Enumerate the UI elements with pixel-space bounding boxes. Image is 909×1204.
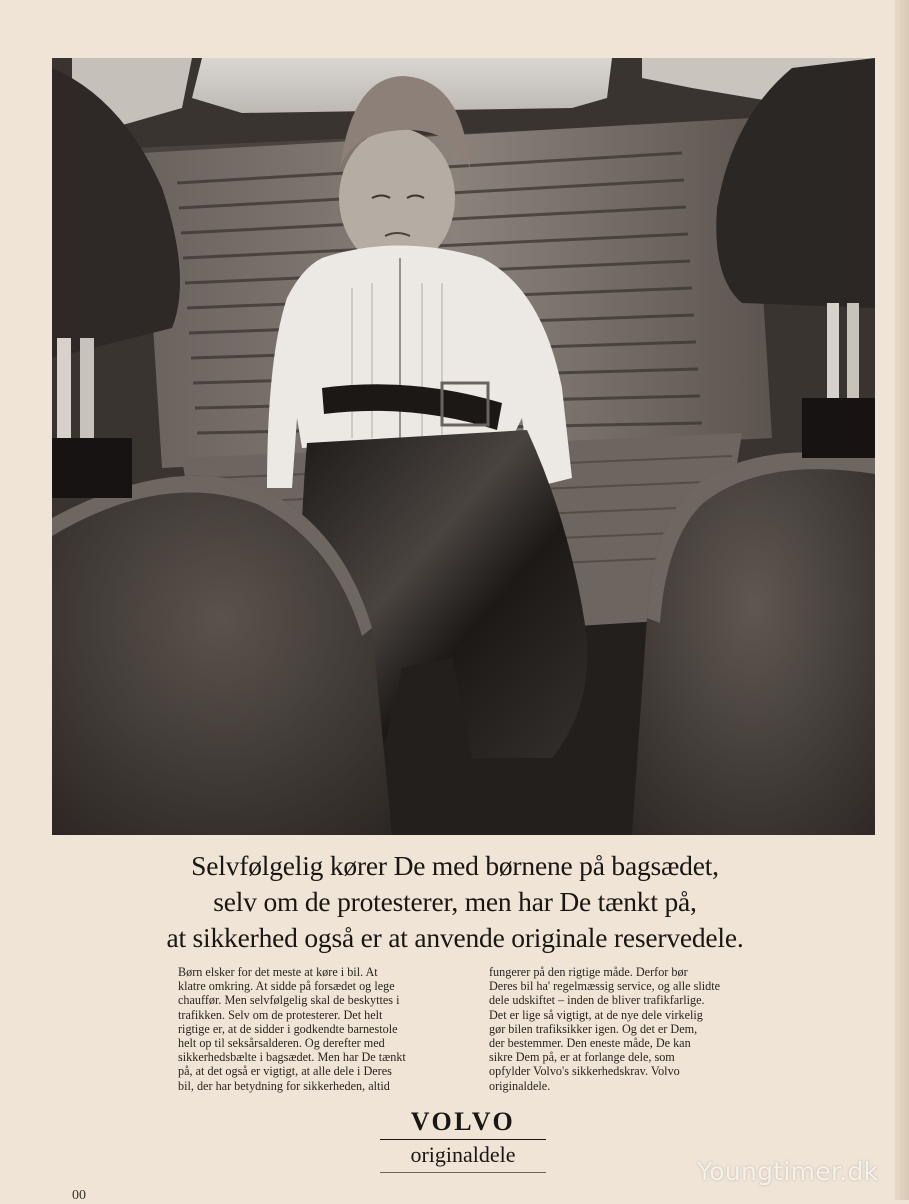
body-line: dele udskiftet – inden de bliver trafikfarlige. (489, 993, 705, 1008)
body-line: originaldele. (489, 1078, 551, 1093)
volvo-logo (380, 1108, 546, 1173)
body-line: gør bilen trafiksikker igen. Og det er Dem, (489, 1021, 698, 1036)
body-column-1 (178, 965, 463, 1093)
body-line: sikkerhedsbælte i bagsædet. Men har De tænkt (178, 1050, 406, 1065)
body-line: på, at det også er vigtigt, at alle dele i Deres (178, 1064, 392, 1079)
body-line: chauffør. Men selvfølgelig skal de beskyttes i (178, 993, 400, 1008)
body-line: fungerer på den rigtige måde. Derfor bør (489, 965, 688, 979)
car-interior-illustration (52, 58, 875, 835)
logo-subtitle: originaldele (380, 1140, 546, 1173)
body-line: der bestemmer. Den eneste måde, De kan (489, 1036, 691, 1051)
body-line: Deres bil ha' regelmæssig service, og alle slidte (489, 979, 720, 994)
body-line: rigtige er, at de sidder i godkendte barnestole (178, 1021, 398, 1036)
headline-line-1: Selvfølgelig kører De med børnene på bagsædet, (191, 850, 719, 881)
body-line: trafikken. Selv om de protesterer. Det helt (178, 1007, 383, 1022)
body-line: sikre Dem på, er at forlange dele, som (489, 1050, 675, 1065)
page-number: 00 (72, 1188, 86, 1203)
body-line: Det er lige så vigtigt, at de nye dele virkelig (489, 1007, 703, 1022)
body-column-2 (489, 965, 774, 1093)
headline (40, 848, 870, 956)
body-line: Børn elsker for det meste at køre i bil. At (178, 965, 378, 979)
headline-line-3: at sikkerhed også er at anvende originale reservedele. (166, 922, 744, 953)
child-in-car-photo (52, 58, 875, 835)
body-line: klatre omkring. At sidde på forsædet og lege (178, 979, 395, 994)
page-edge (895, 0, 909, 1200)
body-line: helt op til seksårsalderen. Og derefter med (178, 1036, 385, 1051)
body-line: opfylder Volvo's sikkerhedskrav. Volvo (489, 1064, 680, 1079)
watermark: Youngtimer.dk (697, 1157, 879, 1186)
headline-line-2: selv om de protesterer, men har De tænkt på, (213, 886, 697, 917)
body-line: bil, der har betydning for sikkerheden, altid (178, 1078, 390, 1093)
logo-brand: VOLVO (380, 1108, 546, 1140)
